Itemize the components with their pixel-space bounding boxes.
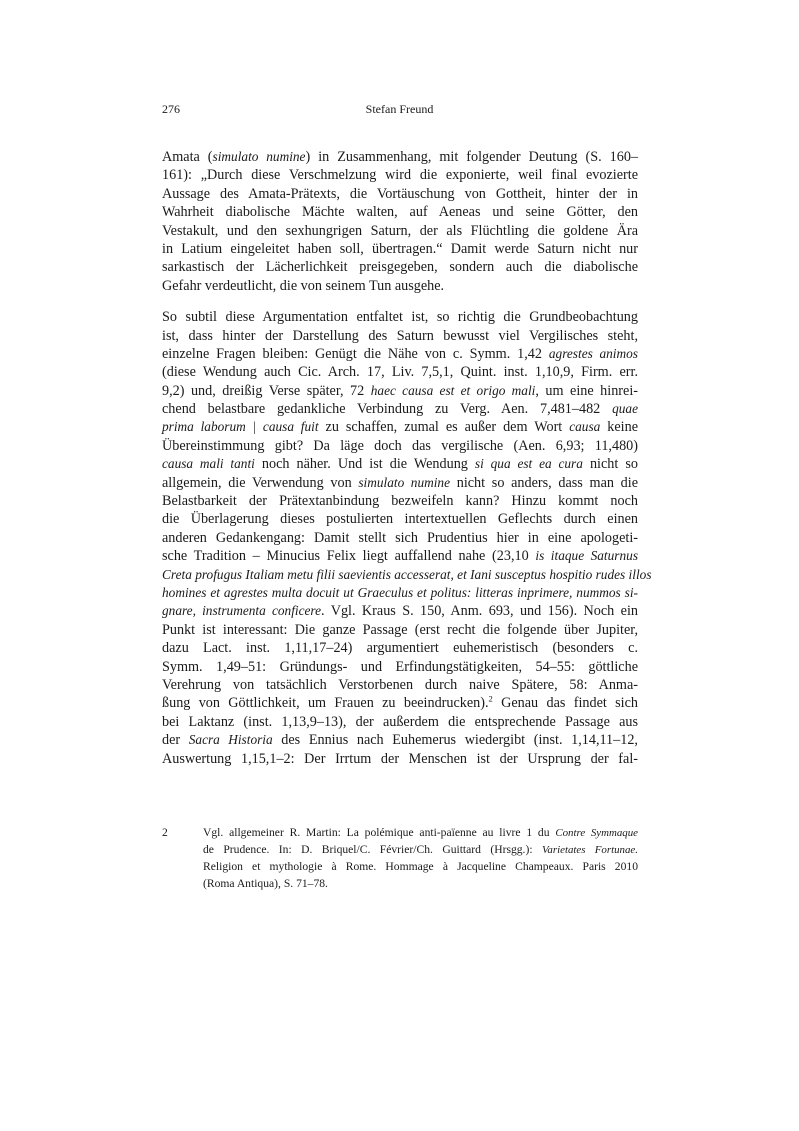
text-line [162, 382, 638, 400]
text-segment: Symm. 1,49–51: Gründungs- und Erfindungstätigkeiten, 54–55: göttliche [162, 658, 638, 675]
text-segment: sche Tradition – Minucius Felix liegt auffallend nahe (23,10 [162, 548, 536, 565]
text-segment: noch näher. Und ist die Wendung [254, 456, 475, 473]
text-line [162, 510, 638, 528]
text-segment: anderen Gedankengang: Damit stellt sich Prudentius hier in eine apologeti- [162, 529, 638, 546]
text-segment: einzelne Fragen bleiben: Genügt die Nähe von c. Symm. 1,42 [162, 345, 549, 362]
text-segment: nicht so [582, 456, 638, 473]
text-segment: . Vgl. Kraus S. 150, Anm. 693, und 156). Noch ein [321, 603, 638, 620]
text-line [162, 658, 638, 676]
text-line [162, 566, 652, 584]
text-segment: sarkastisch der Lächerlichkeit preisgegeben, sondern auch die diabolische [162, 259, 638, 276]
text-line [162, 327, 638, 345]
text-segment: die Überlagerung dieses postulierten intertextuellen Geflechts durch einen [162, 511, 638, 528]
text-segment: zu schaffen, zumal es außer dem Wort [318, 419, 570, 436]
paragraph [162, 148, 638, 295]
italic-text: prima laborum | causa fuit [162, 419, 319, 435]
text-line [162, 258, 638, 276]
text-line [162, 639, 638, 657]
text-segment: Vgl. allgemeiner R. Martin: La polémique anti-païenne au livre 1 du [203, 826, 556, 839]
page-number: 276 [162, 102, 180, 116]
text-line [162, 750, 638, 768]
text-segment: Wahrheit diabolische Mächte walten, auf Aeneas und seine Götter, den [162, 204, 638, 221]
text-line [203, 875, 638, 892]
italic-text: causa mali tanti [162, 456, 255, 472]
italic-text: causa [569, 419, 601, 435]
text-line [162, 222, 638, 240]
text-segment: Übereinstimmung gibt? Da läge doch das vergilische (Aen. 6,93; 11,480) [162, 437, 638, 454]
text-segment: Genau das findet sich [492, 695, 638, 712]
text-segment: Aussage des Amata-Prätexts, die Vortäuschung von Gottheit, hinter der in [162, 185, 638, 202]
text-line [203, 824, 638, 841]
italic-text: agrestes animos [548, 345, 638, 361]
text-line [162, 437, 638, 455]
text-line [162, 166, 638, 184]
italic-text: Creta profugus Italiam metu filii saevientis accesserat, et Iani susceptus hospitio rudes illos [162, 566, 652, 582]
text-line [162, 277, 638, 295]
italic-text: Sacra Historia [188, 732, 273, 748]
text-segment: 161): „Durch diese Verschmelzung wird die exponierte, weil final evozierte [162, 167, 638, 184]
text-segment: Auswertung 1,15,1–2: Der Irrtum der Menschen ist der Ursprung der fal- [162, 750, 638, 767]
text-line [162, 345, 638, 363]
text-line [162, 148, 638, 166]
text-segment: der [162, 732, 189, 749]
text-segment: de Prudence. In: D. Briquel/C. Février/Ch. Guittard (Hrsgg.): [203, 843, 542, 856]
text-line [203, 841, 638, 858]
text-line [162, 602, 638, 620]
text-segment: ) in Zusammenhang, mit folgender Deutung (S. 160– [305, 149, 639, 165]
text-segment: 9,2) und, dreißig Verse später, 72 [162, 382, 371, 399]
text-segment: Belastbarkeit der Prätextanbindung bezweifeln kann? Hinzu kommt noch [162, 493, 638, 510]
footnote-number: 2 [162, 826, 168, 839]
italic-text: gnare, instrumenta conficere [162, 603, 322, 619]
text-line [162, 676, 638, 694]
text-line [162, 203, 638, 221]
italic-text: homines et agrestes multa docuit ut Graeculus et politus: litteras inprimere, nummos si- [162, 584, 638, 600]
text-segment: Amata ( [162, 149, 213, 165]
text-segment: in Latium eingeleitet haben soll, übertragen.“ Damit werde Saturn nicht nur [162, 240, 638, 257]
text-line [162, 731, 638, 749]
text-line [162, 418, 638, 436]
text-segment: ist, dass hinter der Darstellung des Saturn bewusst viel Vergilisches steht, [162, 327, 638, 344]
italic-text: Varietates Fortunae. [541, 844, 638, 856]
footnote-text [203, 824, 638, 892]
running-head: Stefan Freund [365, 102, 434, 116]
italic-text: si qua est ea cura [474, 456, 583, 472]
text-line [162, 713, 638, 731]
italic-text: is itaque Saturnus [535, 548, 639, 564]
text-segment: Religion et mythologie à Rome. Hommage à Jacqueline Champeaux. Paris 2010 [203, 860, 638, 873]
text-line [162, 308, 638, 326]
text-segment: So subtil diese Argumentation entfaltet ist, so richtig die Grundbeobachtung [162, 309, 638, 326]
text-line [162, 694, 638, 712]
text-line [203, 858, 638, 875]
text-line [162, 240, 638, 258]
italic-text: haec causa est et origo mali [370, 382, 536, 398]
text-segment: Gefahr verdeutlicht, die von seinem Tun ausgehe. [162, 277, 445, 294]
footnote-reference: 2 [488, 693, 493, 704]
text-line [162, 584, 638, 602]
text-line [162, 529, 638, 547]
body-text [162, 148, 652, 768]
text-segment: nicht so anders, dass man die [450, 474, 638, 491]
italic-text: simulato numine [358, 474, 451, 490]
text-segment: Verehrung von tatsächlich Verstorbenen durch naive Spätere, 58: Anma- [162, 676, 638, 693]
text-line [162, 400, 638, 418]
text-line [162, 185, 638, 203]
text-segment: Vestakult, und den sexhungrigen Saturn, der als Flüchtling die goldene Ära [162, 222, 638, 239]
text-segment: chend belastbare gedankliche Verbindung zu Verg. Aen. 7,481–482 [162, 401, 613, 418]
text-line [162, 621, 638, 639]
text-segment: (Roma Antiqua), S. 71–78. [203, 877, 328, 890]
text-segment: dazu Lact. inst. 1,11,17–24) argumentiert euhemeristisch (besonders c. [162, 640, 638, 657]
text-line [162, 474, 638, 492]
text-line [162, 455, 638, 473]
italic-text: Contre Symmaque [555, 827, 639, 839]
text-line [162, 492, 638, 510]
paragraph [162, 308, 652, 768]
text-segment: Punkt ist interessant: Die ganze Passage (erst recht die folgende über Jupiter, [162, 621, 638, 638]
italic-text: simulato numine [212, 149, 306, 164]
text-line [162, 363, 638, 381]
italic-text: quae [612, 401, 638, 417]
text-segment: , um eine hinrei- [535, 382, 638, 399]
text-segment: allgemein, die Verwendung von [162, 474, 359, 491]
text-segment: des Ennius nach Euhemerus wiedergibt (inst. 1,14,11–12, [272, 732, 638, 749]
text-segment: ßung von Göttlichkeit, um Frauen zu beeindrucken). [162, 695, 489, 712]
text-segment: keine [600, 419, 639, 436]
text-segment: (diese Wendung auch Cic. Arch. 17, Liv. 7,5,1, Quint. inst. 1,10,9, Firm. err. [162, 364, 638, 381]
text-line [162, 547, 638, 565]
text-segment: bei Laktanz (inst. 1,13,9–13), der außerdem die entsprechende Passage aus [162, 713, 638, 730]
